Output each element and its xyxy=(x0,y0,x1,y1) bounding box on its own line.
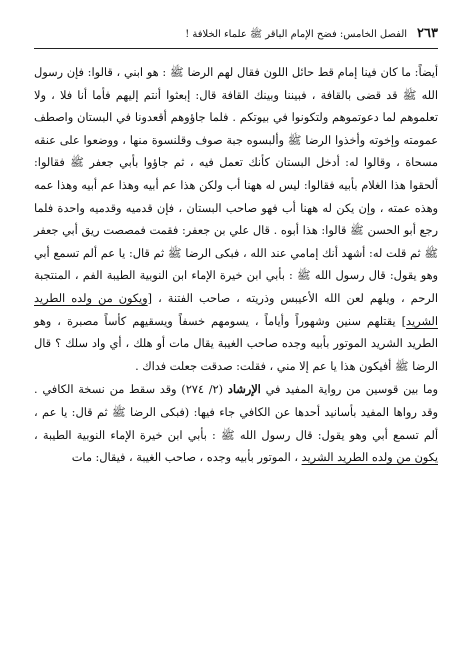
body-text xyxy=(34,62,438,470)
running-title: الفصل الخامس: فضح الإمام الباقر ﷺ علماء الخلافة ! xyxy=(185,29,408,40)
book-title-irshad: الإرشاد xyxy=(227,382,261,397)
page-number: ٢٦٣ xyxy=(417,26,438,41)
running-header xyxy=(34,26,438,49)
paragraph-2-text-a: وما بين قوسين من رواية المفيد في xyxy=(260,383,438,397)
paragraph-1-text-b: ] يقتلهم سنين وشهوراً وأياماً ، يسومهم خسفاً ويسقيهم كأساً مصبرة ، وهو الطريد الشريد الموتور بأبيه وجده صاحب الغيبة يقال مات أو هلك ، أي واد سلك ؟ قال الرضا ﷺ أفيكون هذا يا عم إلا مني ، فقلت: صدقت جعلت فداك . xyxy=(34,314,438,373)
underlined-phrase-1: ويكون من ولده الطريد الشريد xyxy=(34,291,438,328)
paragraph-1 xyxy=(34,62,438,378)
underlined-phrase-2: يكون من ولده الطريد الشريد xyxy=(301,451,438,465)
paragraph-2-text-b: (٢/ ٢٧٤) وقد سقط من نسخة الكافي . وقد رواها المفيد بأسانيد أحدها عن الكافي جاء فيها: (فبكى الرضا ﷺ ثم قال: يا عم ، ألم تسمع أبي وهو يقول: قال رسول الله ﷺ : بأبي ابن خيرة الإماء النوبية الطيبة ، xyxy=(34,383,438,442)
paragraph-2-text-c: ، الموتور بأبيه وجده ، صاحب الغيبة ، فيقال: مات xyxy=(71,451,302,465)
paragraph-2 xyxy=(34,378,438,469)
paragraph-1-text-a: أيضاً: ما كان فينا إمام قط حائل اللون فقال لهم الرضا ﷺ : هو ابني ، قالوا: فإن رسول الله ﷺ قد قضى بالقافة ، فبيننا وبينك القافة قال: إبعثوا أنتم إليهم فأما أنا فلا ، ولا تعلموهم لما دعوتموهم ولتكونوا في بيوتكم . فلما جاؤوهم أقعدونا في البستان واصطف عمومته وإخوته وأخذوا الرضا ﷺ وألبسوه جبة صوف وقلنسوة منها ، ووضعوا على عنقه مسحاة ، وقالوا له: أدخل البستان كأنك تعمل فيه ، ثم جاؤوا بأبي جعفر ﷺ فقالوا: ألحقوا هذا الغلام بأبيه فقالوا: ليس له ههنا أب ولكن هذا عم أبيه وهذا عم أبيه وهذا عمه وهذه عمته ، وإن يكن له ههنا أب فهو صاحب البستان ، فإن قدميه وقدميه واحدة فلما رجع أبو الحسن ﷺ قالوا: هذا أبوه . قال علي بن جعفر: فقمت فمصصت ريق أبي جعفر ﷺ ثم قلت له: أشهد أنك إمامي عند الله ، فبكى الرضا ﷺ ثم قال: يا عم ألم تسمع أبي وهو يقول: قال رسول الله ﷺ : بأبي ابن خيرة الإماء ابن النوبية الطيبة الفم ، المنتجبة الرحم ، ويلهم لعن الله الأعيبس وذريته ، صاحب الفتنة ، [ xyxy=(34,66,438,305)
